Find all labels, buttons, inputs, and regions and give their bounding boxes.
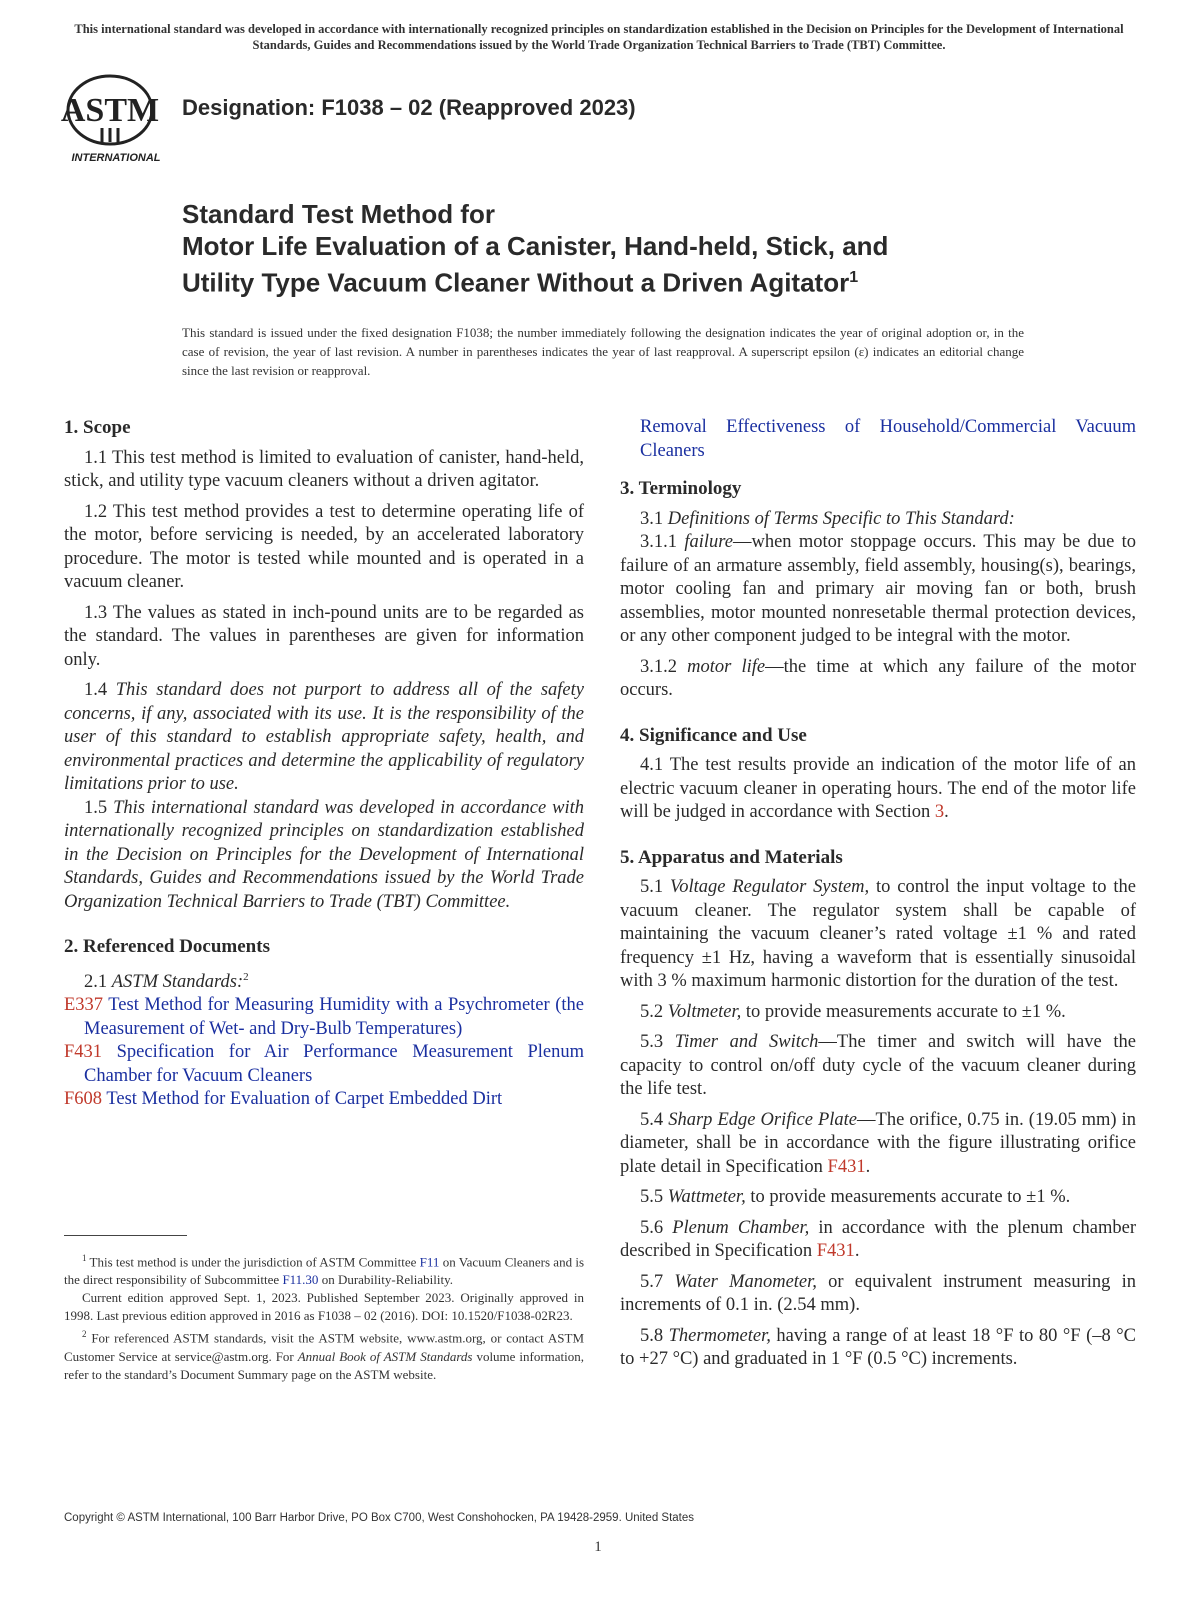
- reference-f431[interactable]: F431 Specification for Air Performance Measurement Plenum Chamber for Vacuum Cleaners: [64, 1042, 584, 1086]
- section-heading-referenced-documents: 2. Referenced Documents: [64, 936, 270, 957]
- document-title: [182, 198, 1082, 299]
- section-heading-scope: 1. Scope: [64, 417, 131, 438]
- paragraph-1-4: 1.4 This standard does not purport to address all of the safety concerns, if any, associated with its use. It is the responsibility of the user of this standard to establish appropriate safety, health, and environmental practices and determine the applicability of regulatory limitations prior to use.: [64, 680, 584, 794]
- right-column: [620, 416, 1136, 1379]
- link-f431[interactable]: F431: [816, 1241, 855, 1261]
- paragraph-5-4: 5.4 Sharp Edge Orifice Plate—The orifice, 0.75 in. (19.05 mm) in diameter, shall be in accordance with the figure illustrating orifice plate detail in Specification F431.: [620, 1109, 1137, 1177]
- section-heading-terminology: 3. Terminology: [620, 478, 742, 499]
- paragraph-5-5: 5.5 Wattmeter, to provide measurements accurate to ±1 %.: [640, 1187, 1071, 1207]
- copyright: Copyright © ASTM International, 100 Barr Harbor Drive, PO Box C700, West Conshohocken, PA 19428-2959. United States: [64, 1512, 695, 1524]
- reference-f608[interactable]: F608 Test Method for Evaluation of Carpet Embedded Dirt: [64, 1089, 503, 1110]
- paragraph-3-1-1: 3.1.1 failure—when motor stoppage occurs. This may be due to failure of an armature assembly, field assembly, housing(s), bearings, motor cooling fan and primary air moving fan or both, brush assemblies, motor mounted nonresetable thermal protection devices, or any other component judged to be integral with the motor.: [620, 532, 1136, 646]
- svg-text:ASTM: ASTM: [60, 92, 160, 129]
- paragraph-1-2: 1.2 This test method provides a test to determine operating life of the motor, before servicing is needed, by an accelerated laboratory procedure. The motor is tested while mounted and is operated in a vacuum cleaner.: [64, 501, 584, 592]
- title-line-1: Standard Test Method for: [182, 199, 495, 229]
- reference-f608-continued[interactable]: Removal Effectiveness of Household/Commercial Vacuum Cleaners: [640, 417, 1136, 461]
- footnote-1: $^1$ This test method is under the jurisdiction of ASTM Committee F11 on Vacuum Cleaners and is the direct responsibility of Subcommittee F11.30 on Durability-Reliability.: [64, 1253, 585, 1288]
- paragraph-3-1: 3.1 Definitions of Terms Specific to This Standard:: [640, 508, 1015, 529]
- link-f11[interactable]: F11: [419, 1254, 440, 1270]
- title-line-2: Motor Life Evaluation of a Canister, Hand-held, Stick, and: [182, 231, 889, 261]
- paragraph-4-1: 4.1 The test results provide an indication of the motor life of an electric vacuum cleaner in operating hours. The end of the motor life will be judged in accordance with Section 3.: [620, 755, 1136, 822]
- left-column: [64, 416, 584, 1112]
- paragraph-5-7: 5.7 Water Manometer, or equivalent instrument measuring in increments of 0.1 in. (2.54 mm).: [620, 1271, 1137, 1315]
- astm-logo: [60, 70, 172, 165]
- top-notice: This international standard was developed in accordance with internationally recognized principles on standardization established in the Decision on Principles for the Development of International Standards, Guides and Recommendations issued by the World Trade Organization Technical Barriers to Trade (TBT) Committee.: [74, 22, 1124, 52]
- edition-note: Current edition approved Sept. 1, 2023. Published September 2023. Originally approved in 1998. Last previous edition approved in 2016 as F1038 – 02 (2016). DOI: 10.1520/F1038-02R23.: [64, 1290, 584, 1324]
- paragraph-2-1: 2.1 ASTM Standards:$^2$: [84, 970, 249, 992]
- link-section-3[interactable]: 3: [934, 802, 945, 822]
- title-footnote-marker: 1: [849, 269, 859, 286]
- title-line-3: Utility Type Vacuum Cleaner Without a Driven Agitator$^1$: [182, 267, 859, 298]
- paragraph-5-6: 5.6 Plenum Chamber, in accordance with the plenum chamber described in Specification F431.: [620, 1217, 1137, 1261]
- paragraph-1-3: 1.3 The values as stated in inch-pound units are to be regarded as the standard. The values in parentheses are given for information only.: [64, 602, 584, 670]
- section-heading-significance: 4. Significance and Use: [620, 724, 807, 746]
- paragraph-1-1: 1.1 This test method is limited to evaluation of canister, hand-held, stick, and utility type vacuum cleaners without a driven agitator.: [64, 447, 584, 491]
- section-heading-apparatus: 5. Apparatus and Materials: [620, 846, 843, 868]
- page-number: 1: [594, 1539, 602, 1555]
- footnotes: [64, 1249, 584, 1384]
- paragraph-5-3: 5.3 Timer and Switch—The timer and switch will have the capacity to control on/off duty cycle of the vacuum cleaner during the life test.: [620, 1032, 1136, 1099]
- paragraph-5-1: 5.1 Voltage Regulator System, to control the input voltage to the vacuum cleaner. The regulator system shall be capable of maintaining the vacuum cleaner’s rated voltage ±1 % and rated frequency ±1 Hz, having a waveform that is essentially sinusoidal with 3 % maximum harmonic distortion for the duration of the test.: [620, 877, 1137, 991]
- link-f11-30[interactable]: F11.30: [282, 1272, 319, 1288]
- paragraph-5-2: 5.2 Voltmeter, to provide measurements accurate to ±1 %.: [640, 1001, 1066, 1022]
- link-f431[interactable]: F431: [827, 1156, 866, 1177]
- issuance-statement: This standard is issued under the fixed designation F1038; the number immediately following the designation indicates the year of original adoption or, in the case of revision, the year of last revision. A number in parentheses indicates the year of last reapproval. A superscript epsilon (ε) indicates an editorial change since the last revision or reapproval.: [182, 325, 1024, 378]
- footnote-divider: [64, 1235, 187, 1236]
- paragraph-1-5: 1.5 This international standard was developed in accordance with internationally recognized principles on standardization established in the Decision on Principles for the Development of International Standards, Guides and Recommendations issued by the World Trade Organization Technical Barriers to Trade (TBT) Committee.: [64, 797, 585, 912]
- footnote-2: $^2$ For referenced ASTM standards, visit the ASTM website, www.astm.org, or contact ASTM Customer Service at service@astm.org. For Annual Book of ASTM Standards volume information, refer to the standard’s Document Summary page on the ASTM website.: [64, 1329, 585, 1382]
- paragraph-3-1-2: 3.1.2 motor life—the time at which any failure of the motor occurs.: [620, 656, 1137, 700]
- designation: Designation: F1038 – 02 (Reapproved 2023): [182, 95, 636, 120]
- svg-text:INTERNATIONAL: INTERNATIONAL: [71, 152, 161, 164]
- reference-e337[interactable]: E337 Test Method for Measuring Humidity with a Psychrometer (the Measurement of Wet- and Dry-Bulb Temperatures): [64, 995, 584, 1039]
- paragraph-5-8: 5.8 Thermometer, having a range of at least 18 °F to 80 °F (–8 °C to +27 °C) and graduated in 1 °F (0.5 °C) increments.: [620, 1325, 1136, 1369]
